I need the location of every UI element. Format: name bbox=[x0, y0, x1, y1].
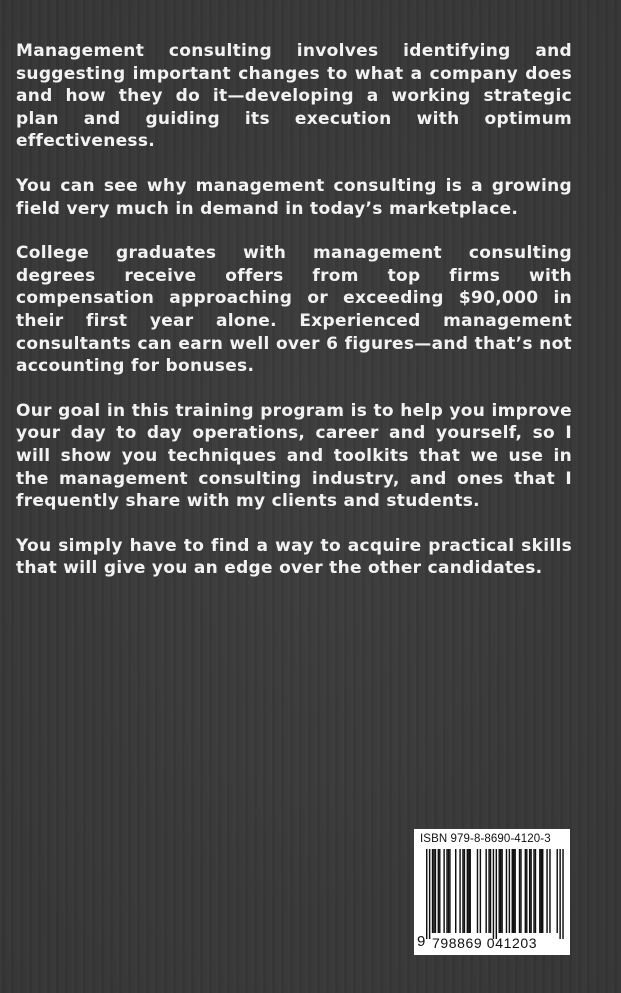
barcode-bar bbox=[535, 849, 536, 933]
barcode-bar bbox=[443, 849, 444, 933]
barcode-bar bbox=[439, 849, 440, 933]
barcode-bar bbox=[455, 849, 456, 933]
blurb-paragraph-5: You simply have to find a way to acquire practical skills that will give you an edge over the other candidates. bbox=[16, 535, 572, 579]
barcode-bar bbox=[530, 849, 531, 933]
barcode-bar bbox=[438, 849, 439, 933]
isbn-label: ISBN 979-8-8690-4120-3 bbox=[420, 833, 551, 845]
barcode-bar bbox=[512, 849, 513, 933]
barcode-bar bbox=[520, 849, 521, 933]
barcode-bar bbox=[529, 849, 530, 933]
barcode-bar bbox=[549, 849, 550, 933]
barcode-bar bbox=[480, 849, 481, 933]
barcode-bar bbox=[490, 849, 491, 933]
barcode-bar bbox=[496, 849, 497, 939]
barcode-bar bbox=[499, 849, 500, 933]
barcode-bar bbox=[514, 849, 515, 933]
barcode-bar bbox=[509, 849, 510, 933]
barcode-bar bbox=[557, 849, 558, 933]
barcode-bar bbox=[501, 849, 502, 933]
barcode-bar bbox=[449, 849, 450, 933]
blurb-paragraph-3: College graduates with management consulting degrees receive offers from top firms with compensation approaching or exceeding $90,000 in their first year alone. Experienced management consultants can earn well over 6 figures—and that’s not accounting for bonuses. bbox=[16, 243, 572, 377]
blurb-text bbox=[16, 40, 572, 602]
barcode-bar bbox=[426, 849, 427, 939]
barcode-digits: 798869 041203 bbox=[432, 935, 538, 951]
barcode-bar bbox=[477, 849, 478, 933]
barcode-bar bbox=[500, 849, 501, 933]
barcode-bar bbox=[525, 849, 526, 933]
blurb-paragraph-1: Management consulting involves identifying and suggesting important changes to what a company does and how they do it—developing a working strategic plan and guiding its execution with optimum effectiveness. bbox=[16, 41, 572, 152]
barcode-bar bbox=[462, 849, 463, 933]
barcode-bar bbox=[485, 849, 486, 933]
barcode-bar bbox=[539, 849, 540, 933]
isbn-barcode bbox=[414, 829, 570, 955]
barcode-bar bbox=[506, 849, 507, 933]
barcode-bar bbox=[429, 849, 430, 939]
barcode-bar bbox=[519, 849, 520, 933]
barcode-bar bbox=[435, 849, 436, 933]
barcode-bar bbox=[533, 849, 534, 933]
barcode-bar bbox=[468, 849, 469, 933]
barcode-bar bbox=[542, 849, 543, 933]
barcode-bar bbox=[559, 849, 560, 939]
barcode-bar bbox=[433, 849, 434, 933]
barcode-bar bbox=[448, 849, 449, 933]
barcode-lead-digit: 9 bbox=[417, 933, 426, 950]
blurb-paragraph-2: You can see why management consulting is a growing field very much in demand in today’s marketplace. bbox=[16, 175, 572, 219]
blurb-paragraph-4: Our goal in this training program is to help you improve your day to day operations, career and yourself, so I will show you techniques and toolkits that we use in the management consulting industry, and ones that I frequently share with my clients and students. bbox=[16, 400, 572, 512]
barcode-bar bbox=[432, 849, 433, 933]
barcode-bar bbox=[467, 849, 468, 933]
barcode-bar bbox=[526, 849, 527, 933]
barcode-bar bbox=[546, 849, 547, 933]
barcode-bar bbox=[562, 849, 563, 939]
barcode-bar bbox=[513, 849, 514, 933]
barcode-bar bbox=[493, 849, 494, 939]
barcode-bar bbox=[488, 849, 489, 933]
barcode-bar bbox=[541, 849, 542, 933]
barcode-bar bbox=[459, 849, 460, 933]
barcode-bar bbox=[446, 849, 447, 933]
barcode-bar bbox=[464, 849, 465, 933]
barcode-bar bbox=[470, 849, 471, 933]
